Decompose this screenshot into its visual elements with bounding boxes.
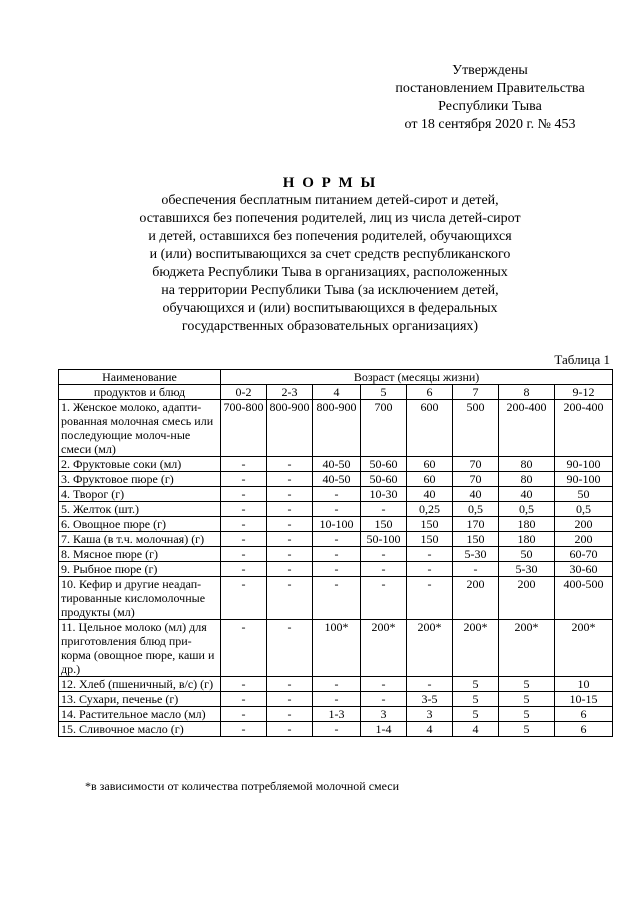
norm-value-cell: 50-100 [361,532,407,547]
norm-value-cell: - [221,487,267,502]
age-column-header: 6 [407,385,453,400]
subtitle-line: и (или) воспитывающихся за счет средств республиканского [149,247,511,262]
product-name-cell: 10. Кефир и другие неадап-тированные кисломолочные продукты (мл) [59,577,221,620]
norm-value-cell: - [221,472,267,487]
norm-value-cell: - [313,532,361,547]
table-label: Таблица 1 [554,352,610,367]
norm-value-cell: 500 [453,400,499,457]
norm-value-cell: 3 [361,707,407,722]
norm-value-cell: 4 [407,722,453,737]
norm-value-cell: 5 [499,707,555,722]
norm-value-cell: - [221,577,267,620]
table-row [59,692,613,707]
subtitle-line: оставшихся без попечения родителей, лиц из числа детей-сирот [139,211,521,226]
norm-value-cell: - [267,517,313,532]
norm-value-cell: 200* [555,620,613,677]
norm-value-cell: 200* [453,620,499,677]
norm-value-cell: - [313,487,361,502]
norm-value-cell: - [407,577,453,620]
norm-value-cell: - [407,547,453,562]
subtitle-line: обеспечения бесплатным питанием детей-сирот и детей, [161,193,499,208]
product-name-cell: 1. Женское молоко, адапти-рованная молочная смесь или последующие молоч-ные смеси (мл) [59,400,221,457]
norm-value-cell: 100* [313,620,361,677]
norm-value-cell: 50 [555,487,613,502]
table-row [59,707,613,722]
norm-value-cell: - [221,620,267,677]
norm-value-cell: - [361,577,407,620]
norm-value-cell: 170 [453,517,499,532]
norm-value-cell: - [267,457,313,472]
product-name-cell: 6. Овощное пюре (г) [59,517,221,532]
norm-value-cell: 0,5 [499,502,555,517]
norm-value-cell: 400-500 [555,577,613,620]
norm-value-cell: - [267,692,313,707]
product-name-cell: 5. Желток (шт.) [59,502,221,517]
table-row [59,722,613,737]
norm-value-cell: 10-100 [313,517,361,532]
table-header-row [59,370,613,385]
norm-value-cell: - [313,722,361,737]
norm-value-cell: 200* [407,620,453,677]
norm-value-cell: - [361,502,407,517]
norm-value-cell: 30-60 [555,562,613,577]
norm-value-cell: 200 [555,532,613,547]
document-title: Н О Р М Ы [282,175,378,191]
norm-value-cell: - [221,677,267,692]
norm-value-cell: 5-30 [499,562,555,577]
norm-value-cell: 10 [555,677,613,692]
table-row [59,472,613,487]
subtitle-line: бюджета Республики Тыва в организациях, расположенных [152,265,508,280]
norm-value-cell: - [313,562,361,577]
norm-value-cell: - [267,707,313,722]
norm-value-cell: - [221,502,267,517]
norms-table [58,369,613,737]
age-column-header: 7 [453,385,499,400]
norm-value-cell: 5 [453,692,499,707]
norm-value-cell: - [361,547,407,562]
norm-value-cell: - [361,692,407,707]
norm-value-cell: - [407,562,453,577]
table-row [59,577,613,620]
approval-line: от 18 сентября 2020 г. № 453 [404,117,576,132]
norm-value-cell: 50 [499,547,555,562]
table-row [59,400,613,457]
age-column-header: 9-12 [555,385,613,400]
norm-value-cell: - [267,487,313,502]
product-name-cell: 15. Сливочное масло (г) [59,722,221,737]
norm-value-cell: 700 [361,400,407,457]
norm-value-cell: 0,25 [407,502,453,517]
norm-value-cell: 200-400 [499,400,555,457]
norm-value-cell: 3-5 [407,692,453,707]
table-row [59,457,613,472]
norm-value-cell: - [221,722,267,737]
norm-value-cell: 80 [499,457,555,472]
norm-value-cell: 60 [407,457,453,472]
norm-value-cell: 70 [453,472,499,487]
norm-value-cell: 5 [453,677,499,692]
norm-value-cell: 40 [407,487,453,502]
norm-value-cell: - [267,562,313,577]
table-row [59,517,613,532]
age-column-header: 0-2 [221,385,267,400]
norm-value-cell: - [267,677,313,692]
approval-line: Утверждены [452,63,528,78]
subtitle-line: на территории Республики Тыва (за исключением детей, [161,283,499,298]
norm-value-cell: 200 [453,577,499,620]
norm-value-cell: 40 [499,487,555,502]
norm-value-cell: 200* [361,620,407,677]
norm-value-cell: - [313,577,361,620]
norm-value-cell: 5 [499,677,555,692]
table-row [59,502,613,517]
product-name-cell: 7. Каша (в т.ч. молочная) (г) [59,532,221,547]
norm-value-cell: - [221,692,267,707]
norm-value-cell: 40-50 [313,472,361,487]
norm-value-cell: 800-900 [267,400,313,457]
norm-value-cell: - [221,532,267,547]
norm-value-cell: 40-50 [313,457,361,472]
norm-value-cell: 3 [407,707,453,722]
norm-value-cell: 0,5 [555,502,613,517]
norm-value-cell: 5 [453,707,499,722]
norm-value-cell: - [407,677,453,692]
norm-value-cell: 90-100 [555,472,613,487]
table-row [59,532,613,547]
norm-value-cell: 5-30 [453,547,499,562]
norm-value-cell: 60 [407,472,453,487]
age-column-header: 8 [499,385,555,400]
norm-value-cell: 5 [499,692,555,707]
norm-value-cell: 4 [453,722,499,737]
norm-value-cell: 150 [361,517,407,532]
norm-value-cell: - [267,502,313,517]
norm-value-cell: 200* [499,620,555,677]
age-column-header: 2-3 [267,385,313,400]
norm-value-cell: - [313,692,361,707]
norm-value-cell: 60-70 [555,547,613,562]
product-name-cell: 11. Цельное молоко (мл) для приготовления блюд при-корма (овощное пюре, каши и др.) [59,620,221,677]
product-name-cell: 9. Рыбное пюре (г) [59,562,221,577]
norm-value-cell: - [267,547,313,562]
norm-value-cell: - [361,677,407,692]
norm-value-cell: - [221,707,267,722]
norm-value-cell: 200-400 [555,400,613,457]
norm-value-cell: 6 [555,707,613,722]
norm-value-cell: - [313,547,361,562]
norm-value-cell: 50-60 [361,457,407,472]
norm-value-cell: 200 [555,517,613,532]
norm-value-cell: 150 [407,517,453,532]
norm-value-cell: 700-800 [221,400,267,457]
table-row [59,487,613,502]
table-row [59,677,613,692]
table-subheader-row [59,385,613,400]
norm-value-cell: - [267,577,313,620]
norm-value-cell: 1-4 [361,722,407,737]
approval-block [380,62,600,134]
product-name-cell: 13. Сухари, печенье (г) [59,692,221,707]
age-column-header: 4 [313,385,361,400]
approval-line: Республики Тыва [438,99,542,114]
norm-value-cell: - [267,472,313,487]
norm-value-cell: 180 [499,532,555,547]
product-name-cell: 2. Фруктовые соки (мл) [59,457,221,472]
norm-value-cell: 800-900 [313,400,361,457]
table-row [59,562,613,577]
product-name-cell: 3. Фруктовое пюре (г) [59,472,221,487]
approval-line: постановлением Правительства [395,81,585,96]
norm-value-cell: 90-100 [555,457,613,472]
table-body [59,400,613,737]
norm-value-cell: 5 [499,722,555,737]
norm-value-cell: 0,5 [453,502,499,517]
name-header-line2: продуктов и блюд [59,385,221,400]
norm-value-cell: 180 [499,517,555,532]
norm-value-cell: - [361,562,407,577]
norm-value-cell: 10-15 [555,692,613,707]
norm-value-cell: - [221,457,267,472]
age-header: Возраст (месяцы жизни) [221,370,613,385]
norm-value-cell: 50-60 [361,472,407,487]
subtitle-line: и детей, оставшихся без попечения родителей, обучающихся [148,229,512,244]
name-header-line1: Наименование [102,370,177,384]
norm-value-cell: - [267,620,313,677]
norm-value-cell: 6 [555,722,613,737]
subtitle-line: государственных образовательных организациях) [181,319,479,334]
age-column-header: 5 [361,385,407,400]
norm-value-cell: - [221,517,267,532]
footnote: *в зависимости от количества потребляемой молочной смеси [85,779,399,793]
product-name-cell: 4. Творог (г) [59,487,221,502]
norm-value-cell: - [221,562,267,577]
norm-value-cell: - [221,547,267,562]
name-header [59,370,221,385]
norm-value-cell: 600 [407,400,453,457]
norm-value-cell: 150 [453,532,499,547]
norm-value-cell: 200 [499,577,555,620]
norm-value-cell: - [267,532,313,547]
norm-value-cell: 80 [499,472,555,487]
norm-value-cell: - [313,677,361,692]
table-row [59,547,613,562]
norm-value-cell: 10-30 [361,487,407,502]
table-row [59,620,613,677]
product-name-cell: 8. Мясное пюре (г) [59,547,221,562]
product-name-cell: 12. Хлеб (пшеничный, в/с) (г) [59,677,221,692]
norm-value-cell: - [313,502,361,517]
product-name-cell: 14. Растительное масло (мл) [59,707,221,722]
norm-value-cell: - [267,722,313,737]
norm-value-cell: - [453,562,499,577]
norm-value-cell: 40 [453,487,499,502]
norm-value-cell: 150 [407,532,453,547]
document-subtitle [90,192,570,336]
norm-value-cell: 70 [453,457,499,472]
norm-value-cell: 1-3 [313,707,361,722]
subtitle-line: обучающихся и (или) воспитывающихся в федеральных [162,301,498,316]
